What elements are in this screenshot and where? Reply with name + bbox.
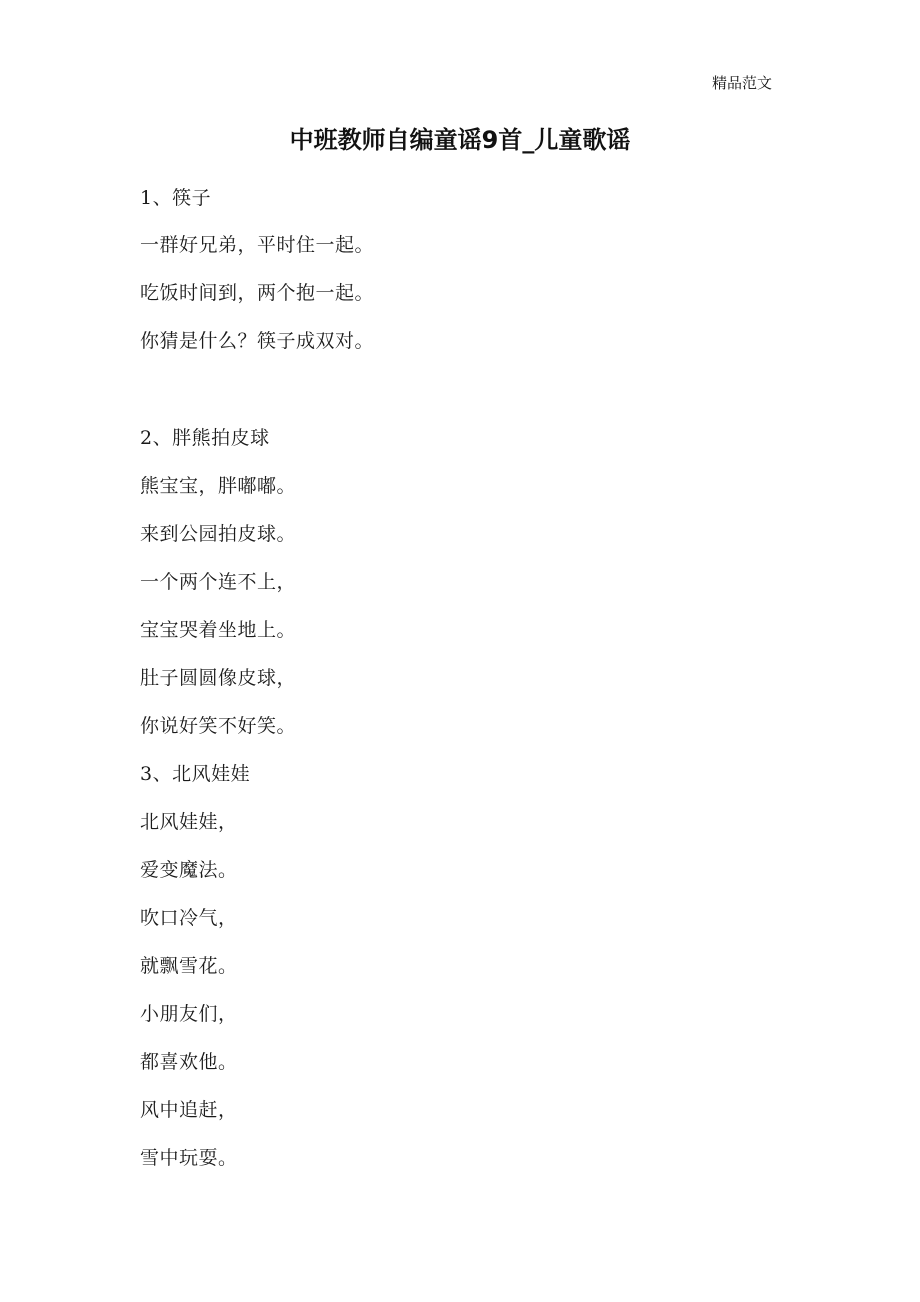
poem-2-line-3: 一个两个连不上， bbox=[140, 571, 297, 593]
poem-2-line-5: 肚子圆圆像皮球， bbox=[140, 667, 297, 689]
poem-2-line-1: 熊宝宝，胖嘟嘟。 bbox=[140, 475, 297, 497]
poem-3-line-1: 北风娃娃， bbox=[140, 811, 238, 833]
poem-2-line-6: 你说好笑不好笑。 bbox=[140, 715, 297, 737]
poem-1-line-3: 你猜是什么？筷子成双对。 bbox=[140, 330, 375, 352]
poem-3-line-7: 风中追赶， bbox=[140, 1099, 238, 1121]
poem-2-heading: 2、胖熊拍皮球 bbox=[140, 427, 270, 449]
poem-3-line-3: 吹口冷气， bbox=[140, 907, 238, 929]
poem-3-line-8: 雪中玩耍。 bbox=[140, 1147, 238, 1169]
poem-1-line-1: 一群好兄弟，平时住一起。 bbox=[140, 234, 375, 256]
poem-3-line-4: 就飘雪花。 bbox=[140, 955, 238, 977]
poem-3-line-2: 爱变魔法。 bbox=[140, 859, 238, 881]
poem-3-line-5: 小朋友们， bbox=[140, 1003, 238, 1025]
poem-2-line-2: 来到公园拍皮球。 bbox=[140, 523, 297, 545]
poem-1-line-2: 吃饭时间到，两个抱一起。 bbox=[140, 282, 375, 304]
header-label: 精品范文 bbox=[712, 74, 773, 92]
poem-3-line-6: 都喜欢他。 bbox=[140, 1051, 238, 1073]
poem-2-line-4: 宝宝哭着坐地上。 bbox=[140, 619, 297, 641]
poem-3-heading: 3、北风娃娃 bbox=[140, 763, 251, 785]
poem-1-heading: 1、筷子 bbox=[140, 187, 212, 209]
document-title: 中班教师自编童谣9首_儿童歌谣 bbox=[289, 126, 631, 154]
